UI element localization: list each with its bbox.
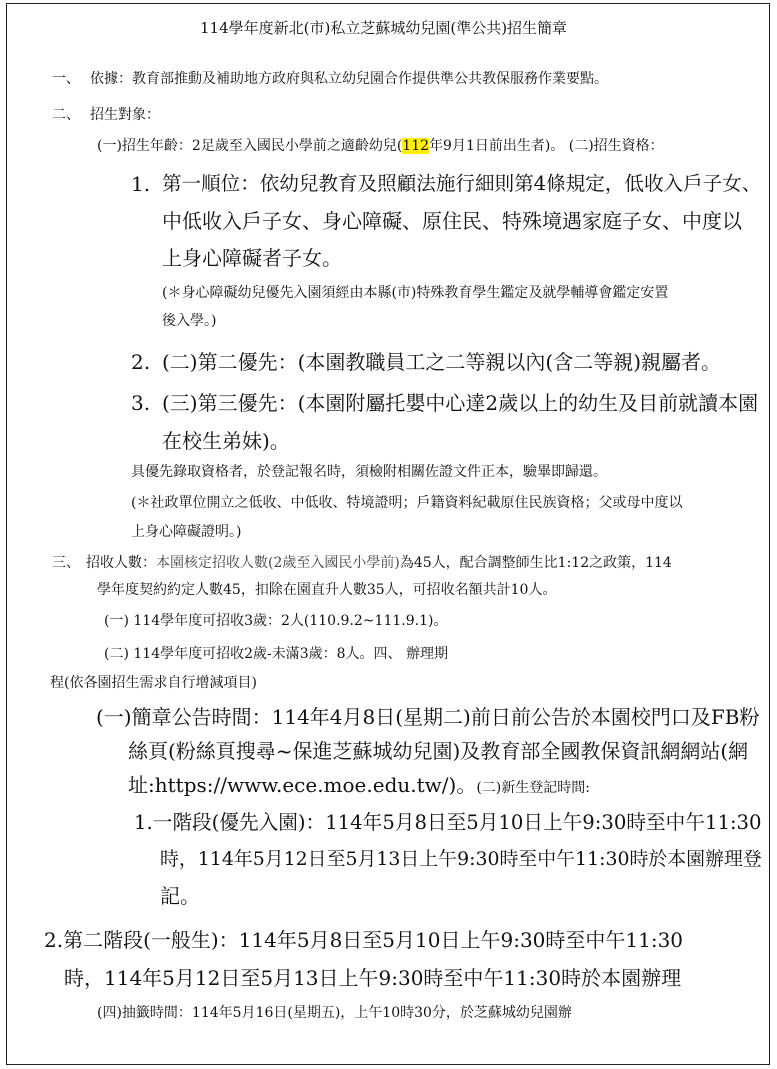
sec1-number: 一、 (52, 71, 80, 87)
stage1-line1: 1.一階段(優先入園)：114年5月8日至5月10日上午9:30時至中午11:30 (134, 811, 762, 834)
proof-note-line1: (＊社政單位開立之低收、中低收、特境證明；戶籍資料紀載原住民族資格；父或母中度以 (131, 495, 683, 511)
sec3-line2: 學年度契約約定人數45，扣除在園直升人數35人，可招收名額共計10人。 (97, 582, 557, 598)
sec1-basis-text: 依據：教育部推動及補助地方政府與私立幼兒園合作提供準公共教保服務作業要點。 (90, 71, 608, 87)
sec3-number: 三、 (52, 555, 80, 571)
sec2-heading: 招生對象： (90, 107, 160, 123)
announce-line2: 絲頁(粉絲頁搜尋~保進芝蘇城幼兒園)及教育部全國教保資訊網網站(網 (128, 739, 749, 763)
sec3-rest-text: 為45人，配合調整師生比1:12之政策，114 (399, 555, 672, 571)
highlighted-year: 112 (402, 138, 430, 154)
stage1-line2: 時，114年5月12日至5月13日上午9:30時至中午11:30時於本園辦理登 (160, 848, 762, 870)
priority-2-number: 2. (131, 350, 151, 374)
stage1-line3: 記。 (160, 884, 200, 908)
announce-url: 址:https://www.ece.moe.edu.tw/)。 (128, 773, 477, 797)
priority-3-number: 3. (131, 391, 151, 415)
registration-heading: (二)新生登記時間: (476, 780, 590, 796)
proof-note-line2: 上身心障礙證明。) (131, 524, 242, 540)
sec3-line1 (86, 556, 672, 570)
priority-3-line1: (三)第三優先：(本園附屬托嬰中心達2歲以上的幼生及目前就讀本園 (162, 391, 759, 415)
sec3-heading: 招收人數： (86, 555, 156, 571)
announce-line1: (一)簡章公告時間：114年4月8日(星期二)前日前公告於本園校門口及FB粉 (96, 705, 760, 729)
stage2-line1: 2.第二階段(一般生)：114年5月8日至5月10日上午9:30時至中午11:30 (44, 928, 684, 952)
sec4-heading-cont: 程(依各園招生需求自行增減項目) (50, 675, 257, 691)
doc-title: 114學年度新北(市)私立芝蘇城幼兒園(準公共)招生簡章 (200, 19, 568, 37)
priority-1-note-line1: (＊身心障礙幼兒優先入園須經由本縣(市)特殊教育學生鑑定及就學輔導會鑑定安置 (162, 285, 669, 301)
priority-1-line1: 第一順位：依幼兒教育及照顧法施行細則第4條規定，低收入戶子女、 (162, 172, 762, 195)
age-text-b: 年9月1日前出生者)。 (二)招生資格： (429, 138, 664, 154)
enrollment-age-line (97, 139, 664, 153)
stage2-line2: 時，114年5月12日至5月13日上午9:30時至中午11:30時於本園辦理 (64, 966, 682, 990)
sec3-quota-3yr: (一) 114學年度可招收3歲：2人(110.9.2~111.9.1)。 (104, 613, 448, 629)
document-check-note: 具優先錄取資格者，於登記報名時，須檢附相關佐證文件正本，驗畢即歸還。 (131, 464, 607, 480)
sec3-gray-text: 本園核定招收人數(2歲至入國民小學前) (156, 555, 400, 571)
lottery-time: (四)抽籤時間：114年5月16日(星期五)，上午10時30分，於芝蘇城幼兒園辦 (97, 1005, 572, 1021)
document-frame (6, 3, 770, 1065)
announce-line3 (128, 775, 590, 795)
sec2-number: 二、 (52, 107, 80, 123)
age-text-a: (一)招生年齡：2足歲至入國民小學前之適齡幼兒( (97, 138, 403, 154)
priority-1-note-line2: 後入學。) (162, 313, 217, 329)
priority-1-number: 1. (131, 172, 151, 196)
priority-1-line3: 上身心障礙者子女。 (162, 246, 342, 270)
priority-1-line2: 中低收入戶子女、身心障礙、原住民、特殊境遇家庭子女、中度以 (162, 209, 742, 233)
priority-3-line2: 在校生弟妹)。 (162, 429, 290, 453)
priority-2-text: (二)第二優先：(本園教職員工之二等親以內(含二等親)親屬者。 (162, 350, 722, 374)
sec3-quota-2yr: (二) 114學年度可招收2歲-未滿3歲：8人。四、 辦理期 (104, 646, 448, 662)
